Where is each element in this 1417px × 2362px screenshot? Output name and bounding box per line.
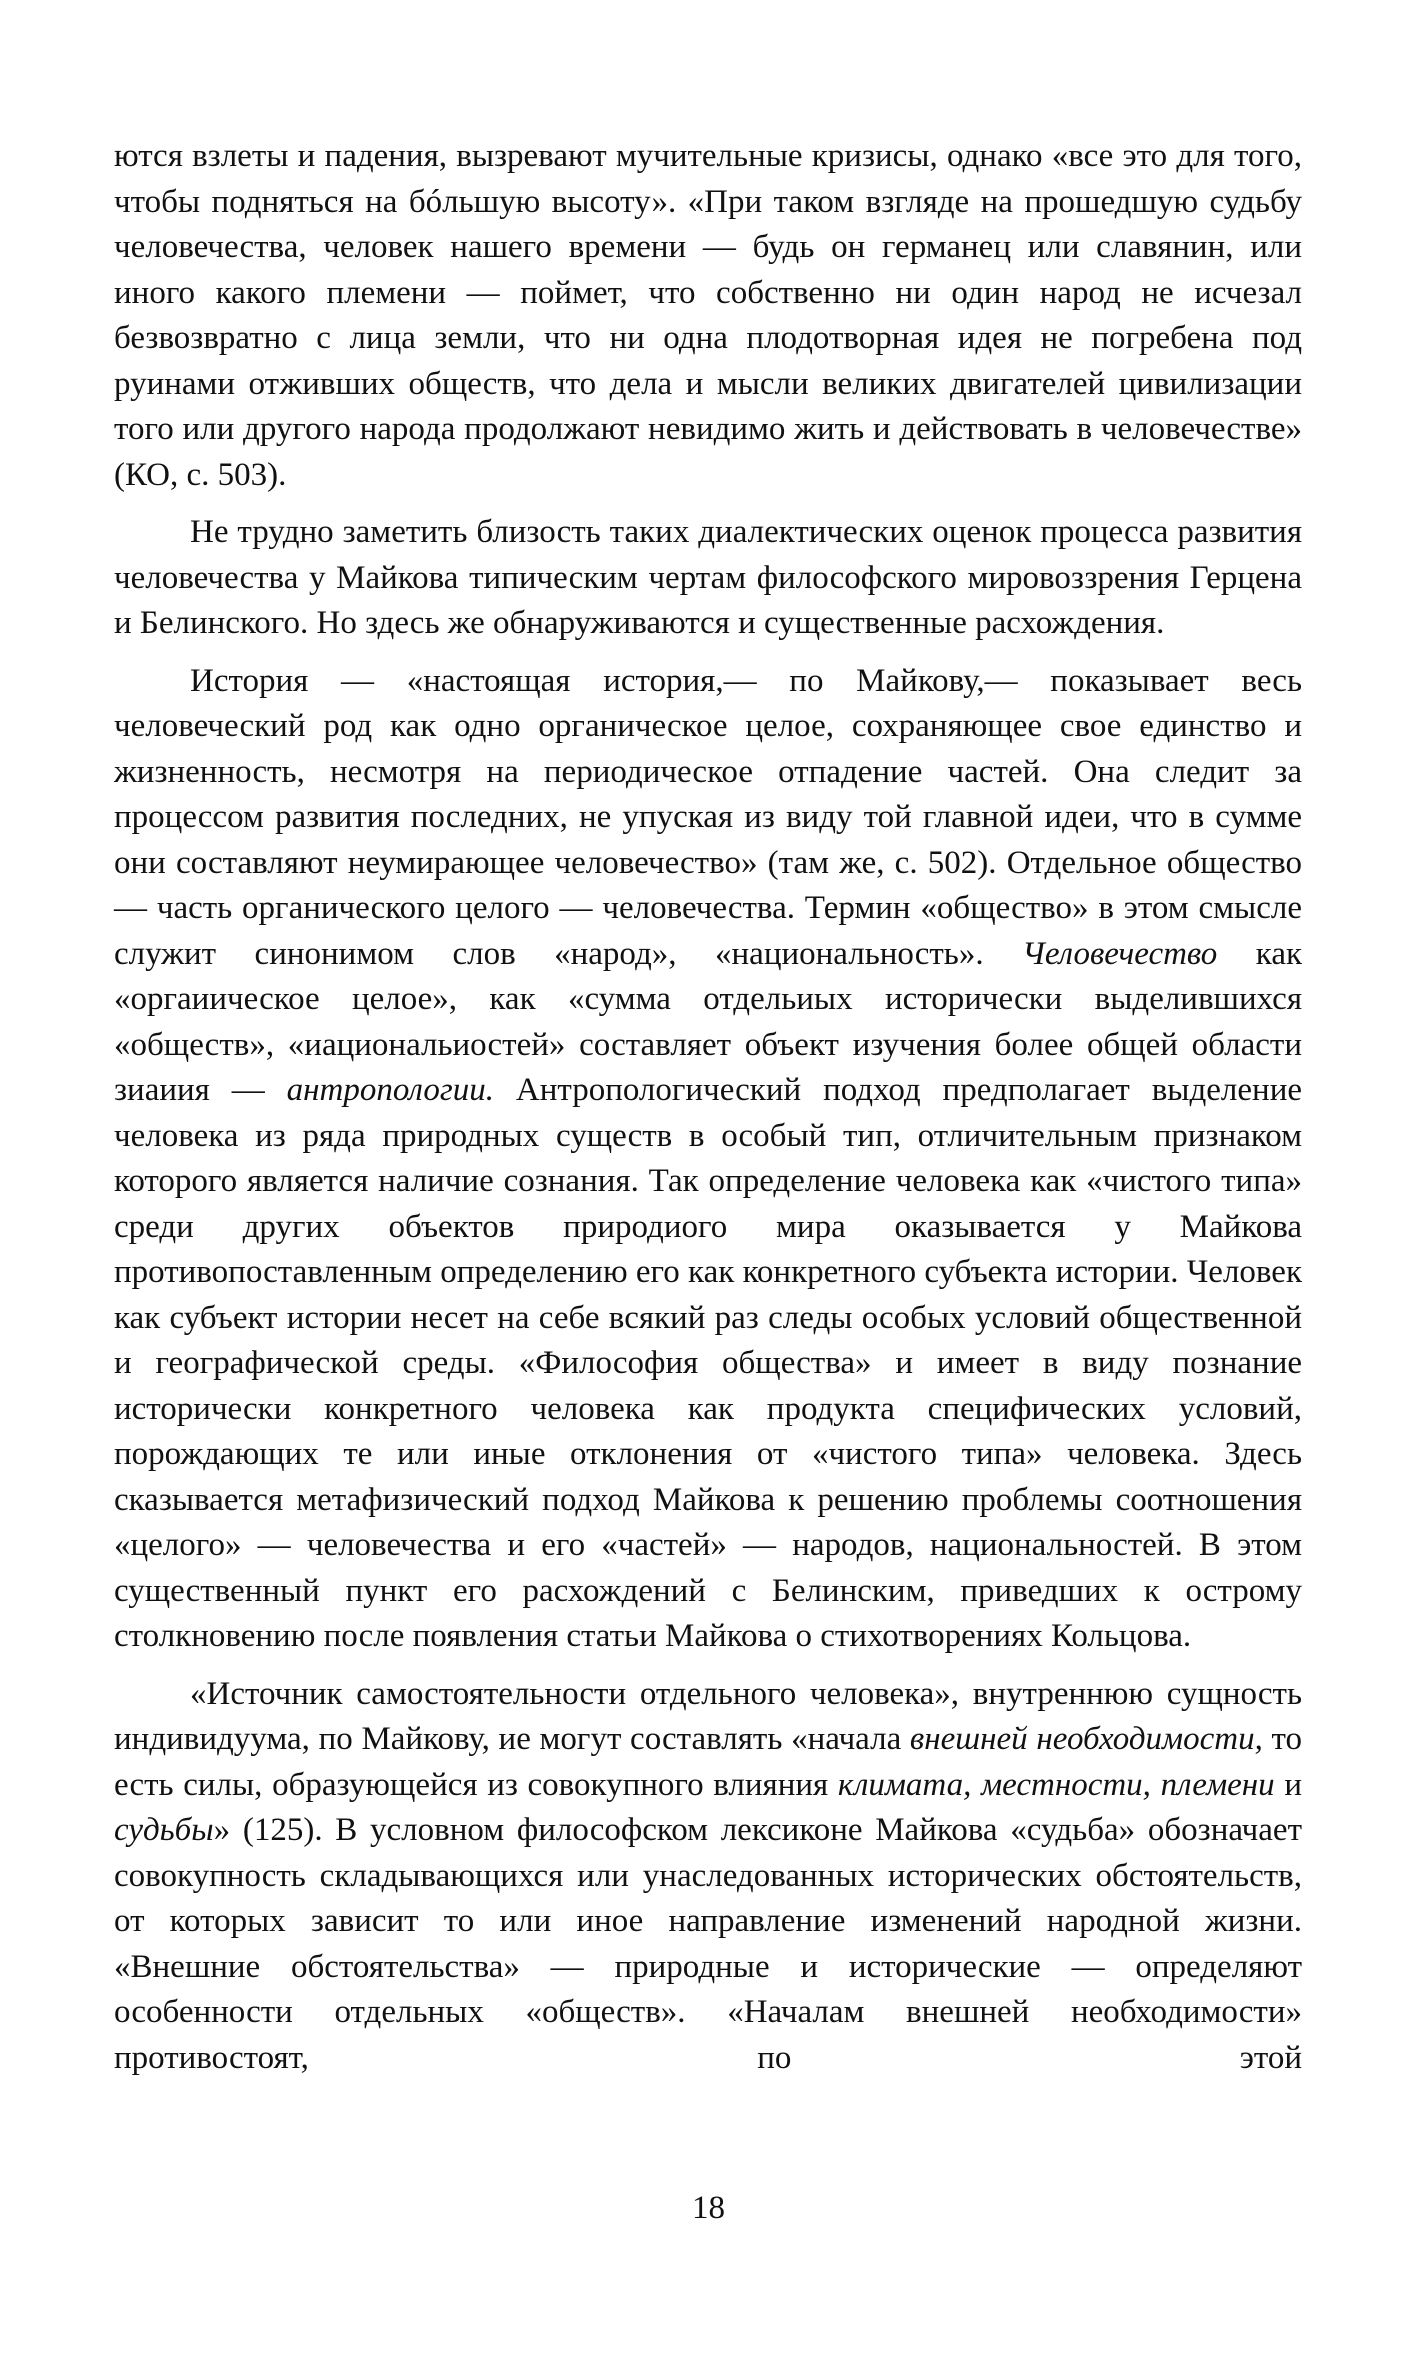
- paragraph: [114, 134, 1302, 498]
- italic-term: внешней необходимости,: [909, 1721, 1263, 1757]
- page-number: 18: [692, 2190, 725, 2226]
- paragraph: [114, 1672, 1302, 2082]
- text-segment: Антропологический подход предполагает выделение человека из ряда природных существ в особый тип, отличительным признаком которого является наличие сознания. Так определение человека как «чистого типа» среди других объектов природиого мира оказывается у Майкова противопоставленным определению его как конкретного субъекта истории. Человек как субъект истории несет на себе всякий раз следы особых условий общественной и географической среды. «Философия общества» и имеет в виду познание исторически конкретного человека как продукта специфических условий, порождающих те или иные отклонения от «чистого типа» человека. Здесь сказывается метафизический подход Майкова к решению проблемы соотношения «целого» — человечества и его «частей» — народов, национальностей. В этом существенный пункт его расхождений с Белинским, приведших к острому столкновению после появления статьи Майкова о стихотворениях Кольцова.: [114, 1072, 1302, 1654]
- text-segment: и: [1274, 1766, 1302, 1803]
- paragraph: [114, 510, 1302, 647]
- text-segment: История — «настоящая история,— по Майкову,— показывает весь человеческий род как одно органическое целое, сохраняющее свое единство и жизненность, несмотря на периодическое отпадение частей. Она следит за процессом развития последних, не упуская из виду той главной идеи, что в сумме они составляют неумирающее человечество» (там же, с. 502). Отдельное общество — часть органического целого — человечества. Термин «общество» в этом смысле служит синонимом слов «народ», «национальность».: [114, 662, 1302, 972]
- text-segment: «Источник самостоятельности отдельного человека», внутреннюю сущность индивидуума, по Майкову, ие могут составлять «начала: [114, 1675, 1302, 1757]
- text-segment: ются взлеты и падения, вызревают мучительные кризисы, однако «все это для того, чтобы подняться на бóльшую высоту». «При таком взгляде на прошедшую судьбу человечества, человек нашего времени — будь он германец или славянин, или иного какого племени — поймет, что собственно ни один народ не исчезал безвозвратно с лица земли, что ни одна плодотворная идея не погребена под руинами отживших обществ, что дела и мысли великих двигателей цивилизации того или другого народа продолжают невидимо жить и действовать в человечестве» (КО, с. 503).: [114, 138, 1302, 493]
- italic-term: антропологии.: [286, 1072, 494, 1108]
- text-segment: то есть силы, образующейся из совокупного влияния: [114, 1721, 1302, 1803]
- text-segment: » (125). В условном философском лексиконе Майкова «судьба» обозначает совокупность складывающихся или унаследованных исторических обстоятельств, от которых зависит то или иное направление изменений народной жизни. «Внешние обстоятельства» — природные и исторические — определяют особенности отдельных «обществ». «Началам внешней необходимости» противостоят, по этой: [114, 1812, 1302, 2076]
- text-segment: как «оргаиическое целое», как «сумма отдельиых исторически выделившихся «обществ», «иациональиостей» составляет объект изучения более общей области зиаиия —: [114, 935, 1303, 1108]
- italic-term: климата, местности, племени: [837, 1766, 1275, 1803]
- italic-term: Человечество: [1022, 935, 1218, 972]
- body-text: [114, 134, 1302, 2081]
- text-segment: Не трудно заметить близость таких диалектических оценок процесса развития человечества у Майкова типическим чертам философского мировоззрения Герцена и Белинского. Но здесь же обнаруживаются и существенные расхождения.: [114, 514, 1302, 641]
- paragraph: [114, 659, 1302, 1660]
- italic-term: судьбы: [114, 1812, 214, 1848]
